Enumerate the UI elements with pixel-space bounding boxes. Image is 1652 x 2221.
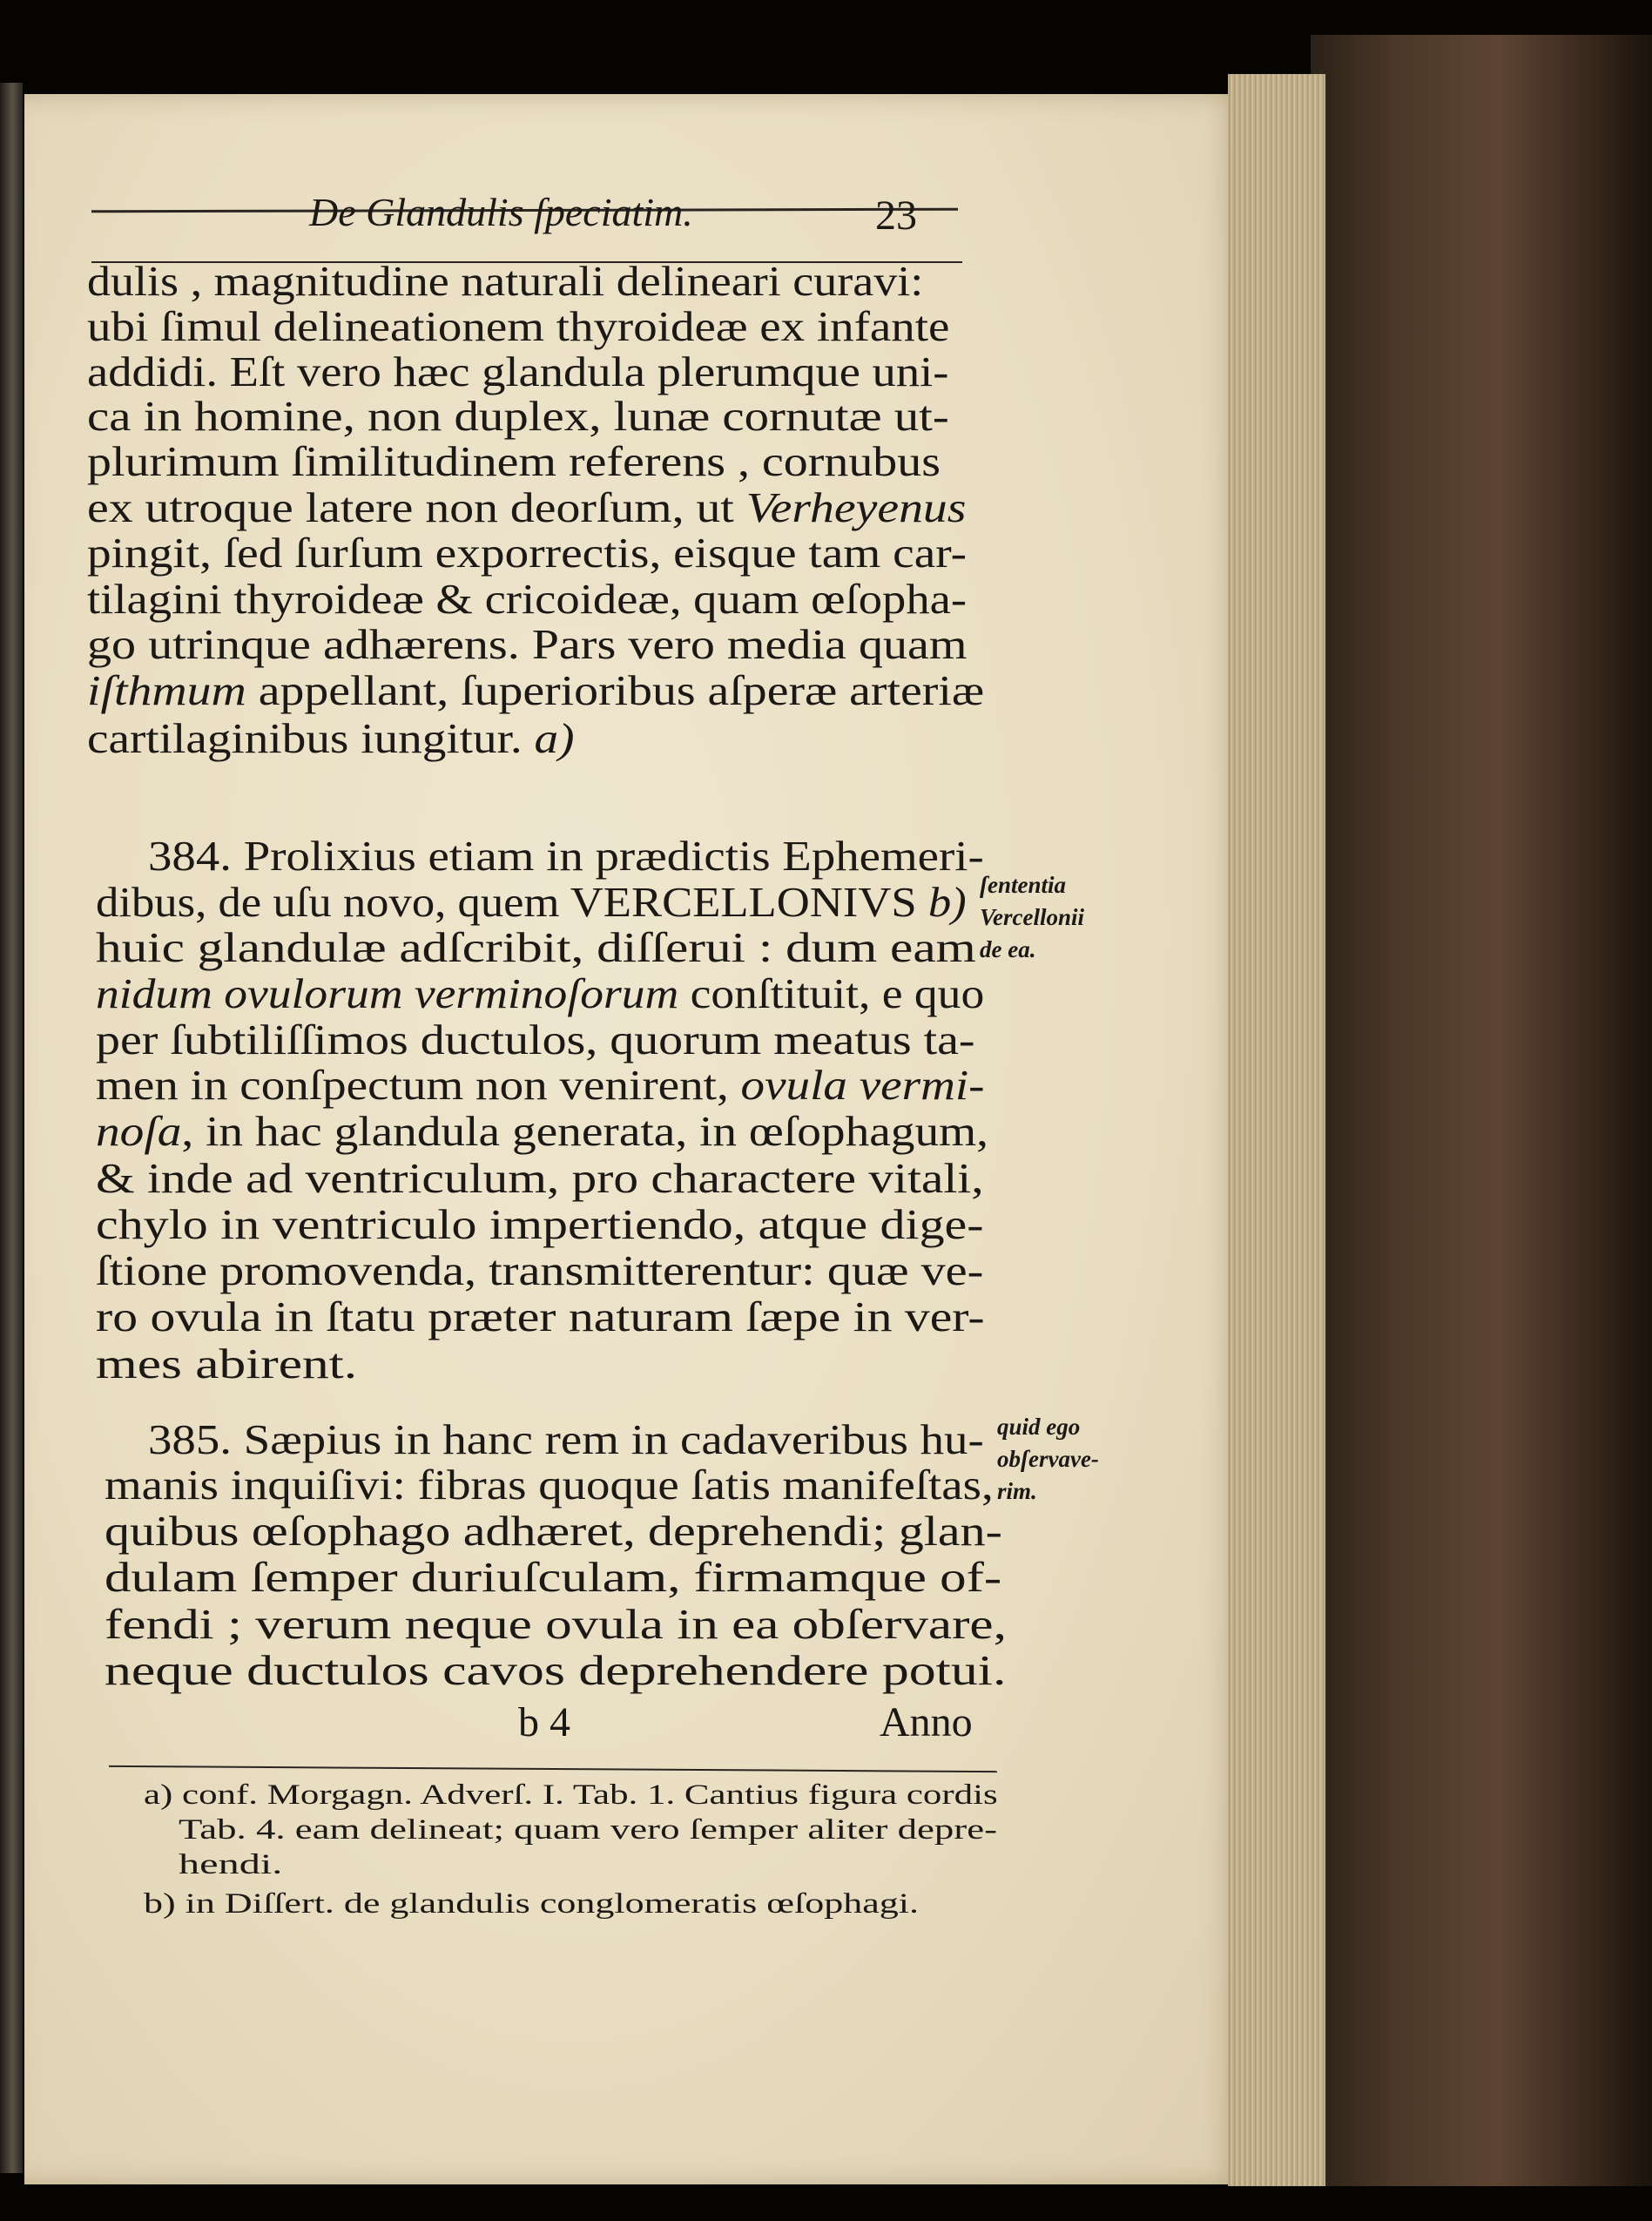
body-line: ex utroque latere non deorſum, ut Verheyenus bbox=[87, 485, 967, 531]
body-line: & inde ad ventriculum, pro charactere vitali, bbox=[96, 1156, 984, 1202]
body-line: ſtione promovenda, transmitterentur: quæ ve- bbox=[96, 1248, 984, 1294]
body-line: huic glandulæ adſcribit, diſſerui : dum eam bbox=[96, 925, 976, 971]
body-line: 384. Prolixius etiam in prædictis Ephemeri- bbox=[148, 834, 984, 880]
body-line: manis inquiſivi: fibras quoque ſatis manifeſtas, bbox=[105, 1462, 994, 1509]
body-line: men in conſpectum non venirent, ovula vermi- bbox=[96, 1063, 985, 1109]
body-line: addidi. Eſt vero hæc glandula plerumque uni- bbox=[87, 349, 949, 395]
footnote-line: Tab. 4. eam delineat; quam vero ſemper aliter depre- bbox=[179, 1814, 998, 1846]
body-line: quibus œſophago adhæret, deprehendi; glan- bbox=[105, 1509, 1002, 1555]
body-line: ro ovula in ſtatu præter naturam ſæpe in ver- bbox=[96, 1294, 985, 1340]
body-line: go utrinque adhærens. Pars vero media quam bbox=[87, 622, 968, 668]
signature-mark: b 4 bbox=[518, 1699, 570, 1745]
book-cover-edge bbox=[1311, 35, 1652, 2186]
body-line: per ſubtiliſſimos ductulos, quorum meatus ta- bbox=[96, 1017, 975, 1063]
body-line: dulam ſemper duriuſculam, firmamque of- bbox=[105, 1555, 1002, 1601]
body-line: pingit, ſed ſurſum exporrectis, eisque tam car- bbox=[87, 530, 968, 577]
body-line: fendi ; verum neque ovula in ea obſervare, bbox=[105, 1602, 1007, 1648]
body-line: ubi ſimul delineationem thyroideæ ex infante bbox=[87, 304, 950, 350]
marginal-note-line: Vercellonii bbox=[980, 904, 1084, 930]
body-line: chylo in ventriculo impertiendo, atque dige- bbox=[96, 1202, 984, 1248]
marginal-note-line: obſervave- bbox=[997, 1446, 1099, 1472]
page-number: 23 bbox=[875, 192, 917, 239]
left-page-edge bbox=[0, 83, 23, 2173]
body-line: dibus, de uſu novo, quem VERCELLONIVS b) bbox=[96, 880, 967, 926]
catchword: Anno bbox=[880, 1699, 973, 1745]
body-line: ca in homine, non duplex, lunæ cornutæ ut- bbox=[87, 394, 949, 440]
body-line: neque ductulos cavos deprehendere potui. bbox=[105, 1648, 1007, 1694]
marginal-note-line: rim. bbox=[997, 1478, 1037, 1504]
body-line: cartilaginibus iungitur. a) bbox=[87, 716, 575, 762]
marginal-note-line: ſententia bbox=[980, 872, 1066, 898]
body-line: tilagini thyroideæ & cricoideæ, quam œſopha- bbox=[87, 577, 968, 623]
running-title: De Glandulis ſpeciatim. bbox=[309, 190, 693, 234]
body-line: 385. Sæpius in hanc rem in cadaveribus hu- bbox=[148, 1417, 984, 1463]
body-line: noſa, in hac glandula generata, in œſophagum, bbox=[96, 1109, 989, 1155]
page-edges bbox=[1228, 74, 1325, 2186]
body-line: plurimum ſimilitudinem referens , cornubus bbox=[87, 439, 941, 485]
footnote-line: b) in Diſſert. de glandulis conglomeratis œſophagi. bbox=[144, 1888, 920, 1920]
footnote-line: hendi. bbox=[179, 1849, 283, 1880]
footnote-line: a) conf. Morgagn. Adverſ. I. Tab. 1. Cantius figura cordis bbox=[144, 1779, 998, 1811]
body-line: iſthmum appellant, ſuperioribus aſperæ arteriæ bbox=[87, 668, 985, 714]
body-line: dulis , magnitudine naturali delineari curavi: bbox=[87, 259, 924, 305]
marginal-note-line: quid ego bbox=[997, 1414, 1081, 1440]
body-line: mes abirent. bbox=[96, 1341, 358, 1387]
marginal-note-line: de ea. bbox=[980, 936, 1036, 962]
body-line: nidum ovulorum verminoſorum conſtituit, e quo bbox=[96, 971, 985, 1017]
